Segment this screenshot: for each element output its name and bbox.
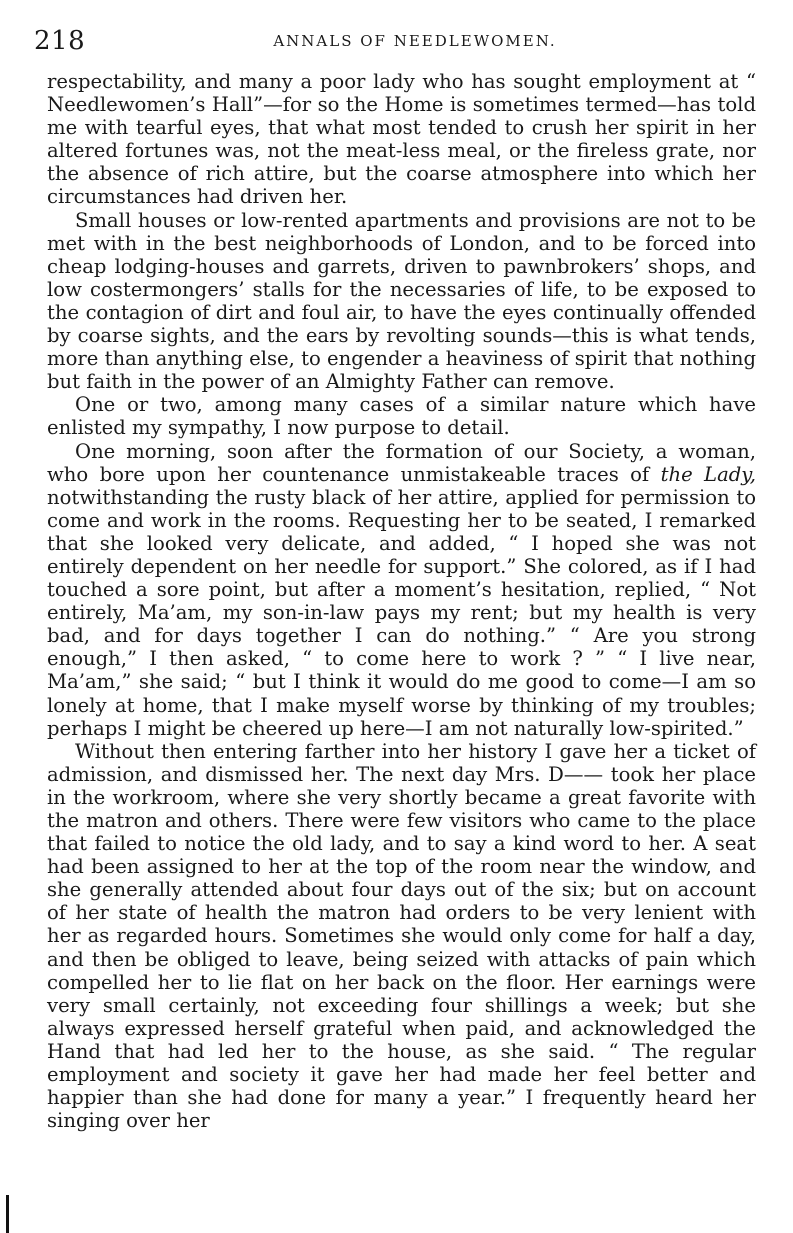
body-text: [47, 70, 756, 1132]
running-head: ANNALS OF NEEDLEWOMEN.: [273, 32, 557, 50]
paragraph-4: [47, 440, 756, 740]
italic-phrase: the Lady,: [660, 462, 756, 486]
paragraph-3: One or two, among many cases of a similar nature which have enlisted my sympathy, I now purpose to detail.: [47, 393, 756, 440]
paragraph-4-part-1: One morning, soon after the formation of our Society, a woman, who bore upon her countenance unmistakeable traces of: [47, 439, 756, 486]
paragraph-5: Without then entering farther into her history I gave her a ticket of admission, and dismissed her. The next day Mrs. D—— took her place in the workroom, where she very shortly became a great favorite with the matron and others. There were few visitors who came to the place that failed to notice the old lady, and to say a kind word to her. A seat had been assigned to her at the top of the room near the window, and she generally attended about four days out of the six; but on account of her state of health the matron had orders to be very lenient with her as regarded hours. Sometimes she would only come for half a day, and then be obliged to leave, being seized with attacks of pain which compelled her to lie flat on her back on the floor. Her earnings were very small certainly, not exceeding four shillings a week; but she always expressed herself grateful when paid, and acknowledged the Hand that had led her to the house, as she said. “ The regular employment and society it gave her had made her feel better and happier than she had done for many a year.” I frequently heard her singing over her: [47, 739, 756, 1133]
paragraph-2: Small houses or low-rented apartments and provisions are not to be met with in the best neighborhoods of London, and to be forced into cheap lodging-houses and garrets, driven to pawnbrokers’ shops, and low costermongers’ stalls for the necessaries of life, to be exposed to the contagion of dirt and foul air, to have the eyes continually offended by coarse sights, and the ears by revolting sounds—this is what tends, more than anything else, to engender a heaviness of spirit that nothing but faith in the power of an Almighty Father can remove.: [47, 208, 756, 394]
page-header: [34, 26, 756, 56]
page-edge-mark: [6, 1195, 9, 1233]
paragraph-1: respectability, and many a poor lady who has sought employment at “ Needlewomen’s Hall”—for so the Home is sometimes termed—has told me with tearful eyes, that what most tended to crush her spirit in her altered fortunes was, not the meat-less meal, or the fireless grate, nor the absence of rich attire, but the coarse atmosphere into which her circumstances had driven her.: [47, 70, 756, 209]
paragraph-4-part-2: notwithstanding the rusty black of her attire, applied for permission to come and work in the rooms. Requesting her to be seated, I remarked that she looked very delicate, and added, “ I hoped she was not entirely dependent on her needle for support.” She colored, as if I had touched a sore point, but after a moment’s hesitation, replied, “ Not entirely, Ma’am, my son-in-law pays my rent; but my health is very bad, and for days together I can do nothing.” “ Are you strong enough,” I then asked, “ to come here to work ? ” “ I live near, Ma’am,” she said; “ but I think it would do me good to come—I am so lonely at home, that I make myself worse by thinking of my troubles; perhaps I might be cheered up here—I am not naturally low-spirited.”: [47, 485, 756, 740]
page-number: 218: [34, 26, 86, 56]
